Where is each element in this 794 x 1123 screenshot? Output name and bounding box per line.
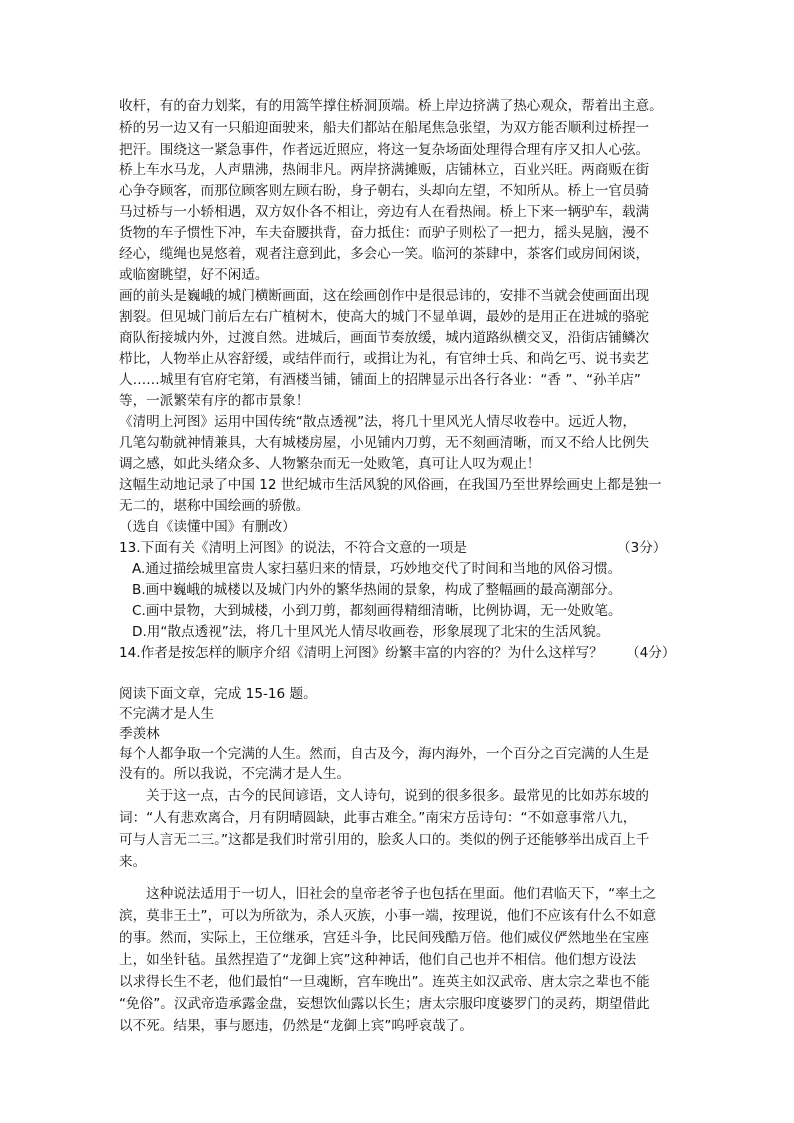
passage2-p2-line-1: 关于这一点，古今的民间谚语，文人诗句，说到的很多很多。最常见的比如苏东坡的 — [146, 788, 649, 804]
passage1-p1-line-1: 收杆，有的奋力划桨，有的用篙竿撑住桥洞顶端。桥上岸边挤满了热心观众，帮着出主意。 — [119, 98, 663, 114]
passage2-p3-line-7: 以不死。结果，事与愿违，仍然是“龙御上宾”呜呼哀哉了。 — [119, 1018, 473, 1034]
passage2-p3-line-6: “免俗”。汉武帝造承露金盘，妄想饮仙露以长生；唐太宗服印度婆罗门的灵药，期望借此 — [119, 996, 650, 1012]
question-13-stem: 13.下面有关《清明上河图》的说法，不符合文意的一项是 — [119, 540, 467, 556]
passage1-p2-line-5: 经心，缆绳也晃悠着，观者注意到此，多会心一笑。临河的茶肆中，茶客们或房间闲谈， — [119, 246, 650, 262]
passage1-p3-line-1: 画的前头是巍峨的城门横断画面，这在绘画创作中是很忌讳的，安排不当就会使画面出现 — [119, 288, 650, 304]
passage1-p2-line-2: 心争夺顾客，而那位顾客则左顾右盼，身子朝右，头却向左望，不知所从。桥上一官员骑 — [119, 183, 650, 199]
passage1-p4-line-2: 几笔勾勒就神情兼具，大有城楼房屋，小见铺内刀剪，无不刻画清晰，而又不给人比例失 — [119, 435, 650, 451]
question-14-points: （4分） — [626, 645, 676, 661]
passage1-p1-line-3: 把汗。围绕这一紧急事件，作者远近照应，将这一复杂场面处理得合理有序又扣人心弦。 — [119, 142, 650, 158]
passage1-p2-line-1: 桥上车水马龙，人声鼎沸，热闹非凡。两岸挤满摊贩，店铺林立，百业兴旺。两商贩在街 — [119, 162, 650, 178]
passage1-p2-line-3: 马过桥与一小轿相遇，双方奴仆各不相让，旁边有人在看热闹。桥上下来一辆驴车，载满 — [119, 204, 650, 220]
passage1-source: （选自《读懂中国》有删改） — [119, 519, 296, 535]
passage2-p1-line-1: 每个人都争取一个完满的人生。然而，自古及今，海内海外，一个百分之百完满的人生是 — [119, 746, 650, 762]
passage2-title: 不完满才是人生 — [119, 706, 215, 722]
passage1-p5-line-1: 这幅生动地记录了中国 12 世纪城市生活风貌的风俗画，在我国乃至世界绘画史上都是独一 — [119, 477, 662, 493]
passage1-p5-line-2: 无二的，堪称中国绘画的骄傲。 — [119, 498, 310, 514]
passage1-p2-line-6: 或临窗眺望，好不闲适。 — [119, 267, 269, 283]
question-13-option-a: A.通过描绘城里富贵人家扫墓归来的情景，巧妙地交代了时间和当地的风俗习惯。 — [132, 561, 622, 577]
passage1-p2-line-4: 货物的车子惯性下冲，车夫奋腰拱背，奋力抵住：而驴子则松了一把力，摇头晃脑，漫不 — [119, 225, 650, 241]
passage1-p3-line-3: 商队衔接城内外，过渡自然。进城后，画面节奏放缓，城内道路纵横交叉，沿街店铺鳞次 — [119, 330, 650, 346]
passage2-p3-line-5: 以求得长生不老，他们最怕“一旦魂断，宫车晚出”。连英主如汉武帝、唐太宗之辈也不能 — [119, 974, 650, 990]
passage1-p4-line-3: 调之感，如此头绪众多、人物繁杂而无一处败笔，真可让人叹为观止！ — [119, 456, 541, 472]
passage2-author: 季羡林 — [119, 726, 160, 742]
passage2-p3-line-1: 这种说法适用于一切人，旧社会的皇帝老爷子也包括在里面。他们君临天下，“率土之 — [146, 886, 657, 902]
passage2-p1-line-2: 没有的。所以我说，不完满才是人生。 — [119, 766, 351, 782]
passage1-p3-line-4: 栉比，人物举止从容舒缓，或结伴而行，或揖让为礼，有官绅士兵、和尚乞丐、说书卖艺 — [119, 351, 650, 367]
passage1-p1-line-2: 桥的另一边又有一只船迎面驶来，船夫们都站在船尾焦急张望，为双方能否顺利过桥捏一 — [119, 120, 650, 136]
passage2-p2-line-4: 来。 — [119, 854, 147, 870]
passage2-p3-line-3: 的事。然而，实际上，王位继承，宫廷斗争，比民间残酷万倍。他们威仪俨然地坐在宝座 — [119, 930, 650, 946]
passage2-p2-line-3: 可与人言无二三。”这都是我们时常引用的，脍炙人口的。类似的例子还能够举出成百上千 — [119, 832, 650, 848]
passage2-p2-line-2: 词：“人有悲欢离合，月有阴晴圆缺，此事古难全。”南宋方岳诗句：“不如意事常八九， — [119, 810, 637, 826]
question-13-option-b: B.画中巍峨的城楼以及城门内外的繁华热闹的景象，构成了整幅画的最高潮部分。 — [132, 582, 622, 598]
question-13-option-c: C.画中景物，大到城楼，小到刀剪，都刻画得精细清晰，比例协调，无一处败笔。 — [132, 603, 622, 619]
passage2-p3-line-2: 滨，莫非王土”，可以为所欲为，杀人灭族，小事一端，按理说，他们不应该有什么不如意 — [119, 908, 657, 924]
passage2-instruction: 阅读下面文章，完成 15-16 题。 — [119, 686, 317, 702]
passage2-p3-line-4: 上，如坐针毡。虽然捏造了“龙御上宾”这种神话，他们自己也并不相信。他们想方设法 — [119, 952, 637, 968]
question-14-stem: 14.作者是按怎样的顺序介绍《清明上河图》纷繁丰富的内容的？为什么这样写？ — [119, 645, 603, 661]
passage1-p3-line-2: 割裂。但见城门前后左右广植树木，使高大的城门不显单调，最妙的是用正在进城的骆驼 — [119, 309, 650, 325]
question-13-points: （3分） — [617, 540, 667, 556]
passage1-p4-line-1: 《清明上河图》运用中国传统“散点透视”法，将几十里风光人情尽收卷中。远近人物， — [119, 414, 637, 430]
passage1-p3-line-5: 人……城里有官府宅第，有酒楼当铺，铺面上的招牌显示出各行各业：“香 ”、“孙羊店” — [119, 372, 641, 388]
question-13-option-d: D.用“散点透视”法，将几十里风光人情尽收画卷，形象展现了北宋的生活风貌。 — [132, 624, 610, 640]
passage1-p3-line-6: 等，一派繁荣有序的都市景象！ — [119, 393, 310, 409]
